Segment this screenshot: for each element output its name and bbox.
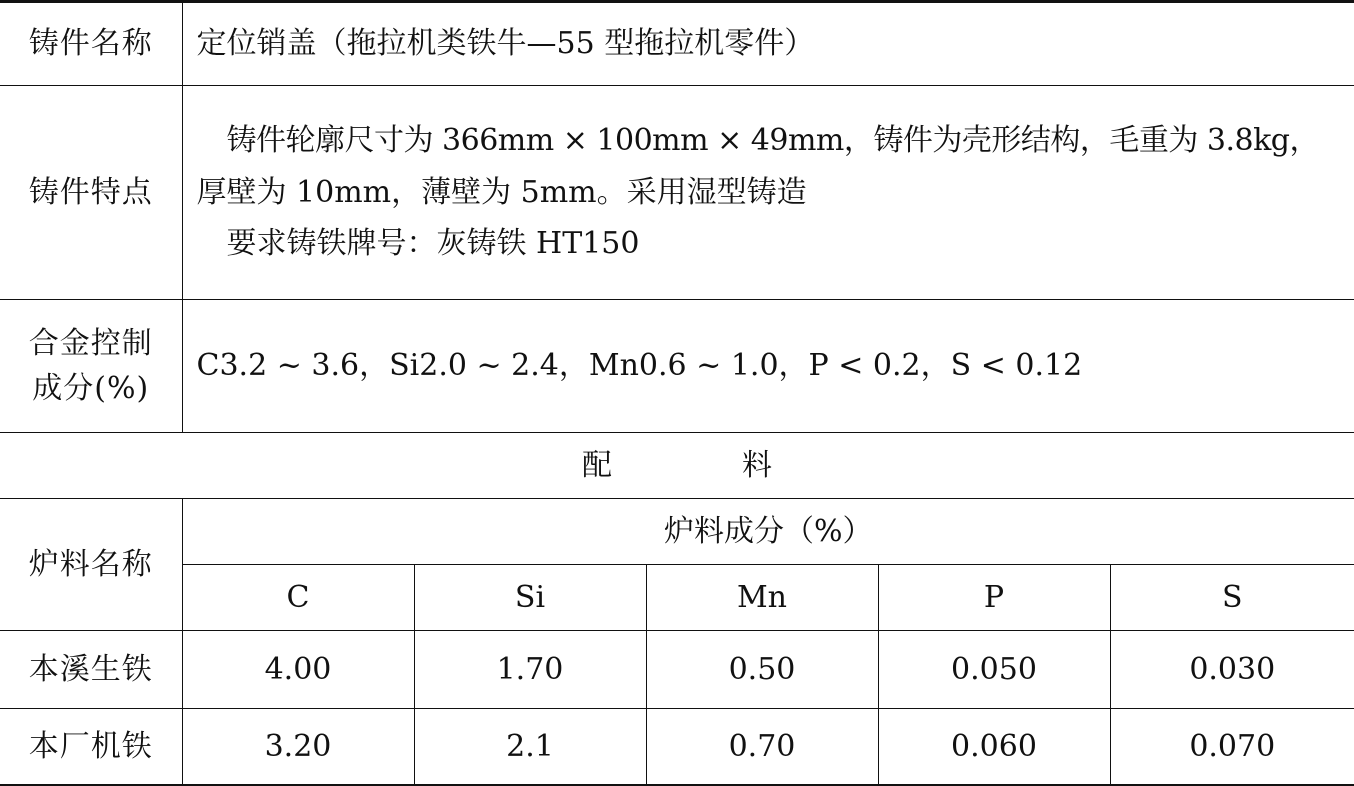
column-header-s: S — [1110, 565, 1354, 631]
batching-title-row — [0, 433, 1354, 499]
column-header-si: Si — [414, 565, 646, 631]
composition-header: 炉料成分（%） — [182, 499, 1354, 565]
alloy-label-line-2: 成分(%) — [32, 371, 150, 406]
features-line-1: 铸件轮廓尺寸为 366mm × 100mm × 49mm，铸件为壳形结构，毛重为 3.8kg， — [226, 123, 1319, 159]
table-row — [0, 709, 1354, 785]
material-p-value: 0.060 — [878, 709, 1110, 785]
column-header-mn: Mn — [646, 565, 878, 631]
batching-title-cell — [0, 433, 1354, 499]
material-s-value: 0.070 — [1110, 709, 1354, 785]
alloy-composition-row — [0, 300, 1354, 433]
composition-header-row — [0, 499, 1354, 565]
alloy-composition-label — [0, 300, 182, 433]
casting-name-row — [0, 2, 1354, 86]
material-p-value: 0.050 — [878, 631, 1110, 709]
material-name: 本溪生铁 — [0, 631, 182, 709]
alloy-label-line-1: 合金控制 — [28, 326, 153, 361]
alloy-composition-value: C3.2 ~ 3.6，Si2.0 ~ 2.4，Mn0.6 ~ 1.0，P < 0.2，S < 0.12 — [182, 300, 1354, 433]
column-header-c: C — [182, 565, 414, 631]
material-si-value: 2.1 — [414, 709, 646, 785]
casting-features-row — [0, 86, 1354, 300]
material-c-value: 3.20 — [182, 709, 414, 785]
material-name: 本厂机铁 — [0, 709, 182, 785]
features-line-3: 要求铸铁牌号：灰铸铁 HT150 — [226, 226, 640, 262]
casting-features-label: 铸件特点 — [0, 86, 182, 300]
casting-name-value: 定位销盖（拖拉机类铁牛—55 型拖拉机零件） — [182, 2, 1354, 86]
material-mn-value: 0.50 — [646, 631, 878, 709]
element-header-row — [0, 565, 1354, 631]
material-c-value: 4.00 — [182, 631, 414, 709]
batching-title: 配料 — [582, 447, 902, 483]
material-mn-value: 0.70 — [646, 709, 878, 785]
casting-name-label: 铸件名称 — [0, 2, 182, 86]
material-si-value: 1.70 — [414, 631, 646, 709]
column-header-p: P — [878, 565, 1110, 631]
casting-features-value — [182, 86, 1354, 300]
charge-name-header: 炉料名称 — [0, 499, 182, 631]
table-row — [0, 631, 1354, 709]
features-line-2: 厚壁为 10mm，薄壁为 5mm。采用湿型铸造 — [196, 174, 807, 210]
material-s-value: 0.030 — [1110, 631, 1354, 709]
